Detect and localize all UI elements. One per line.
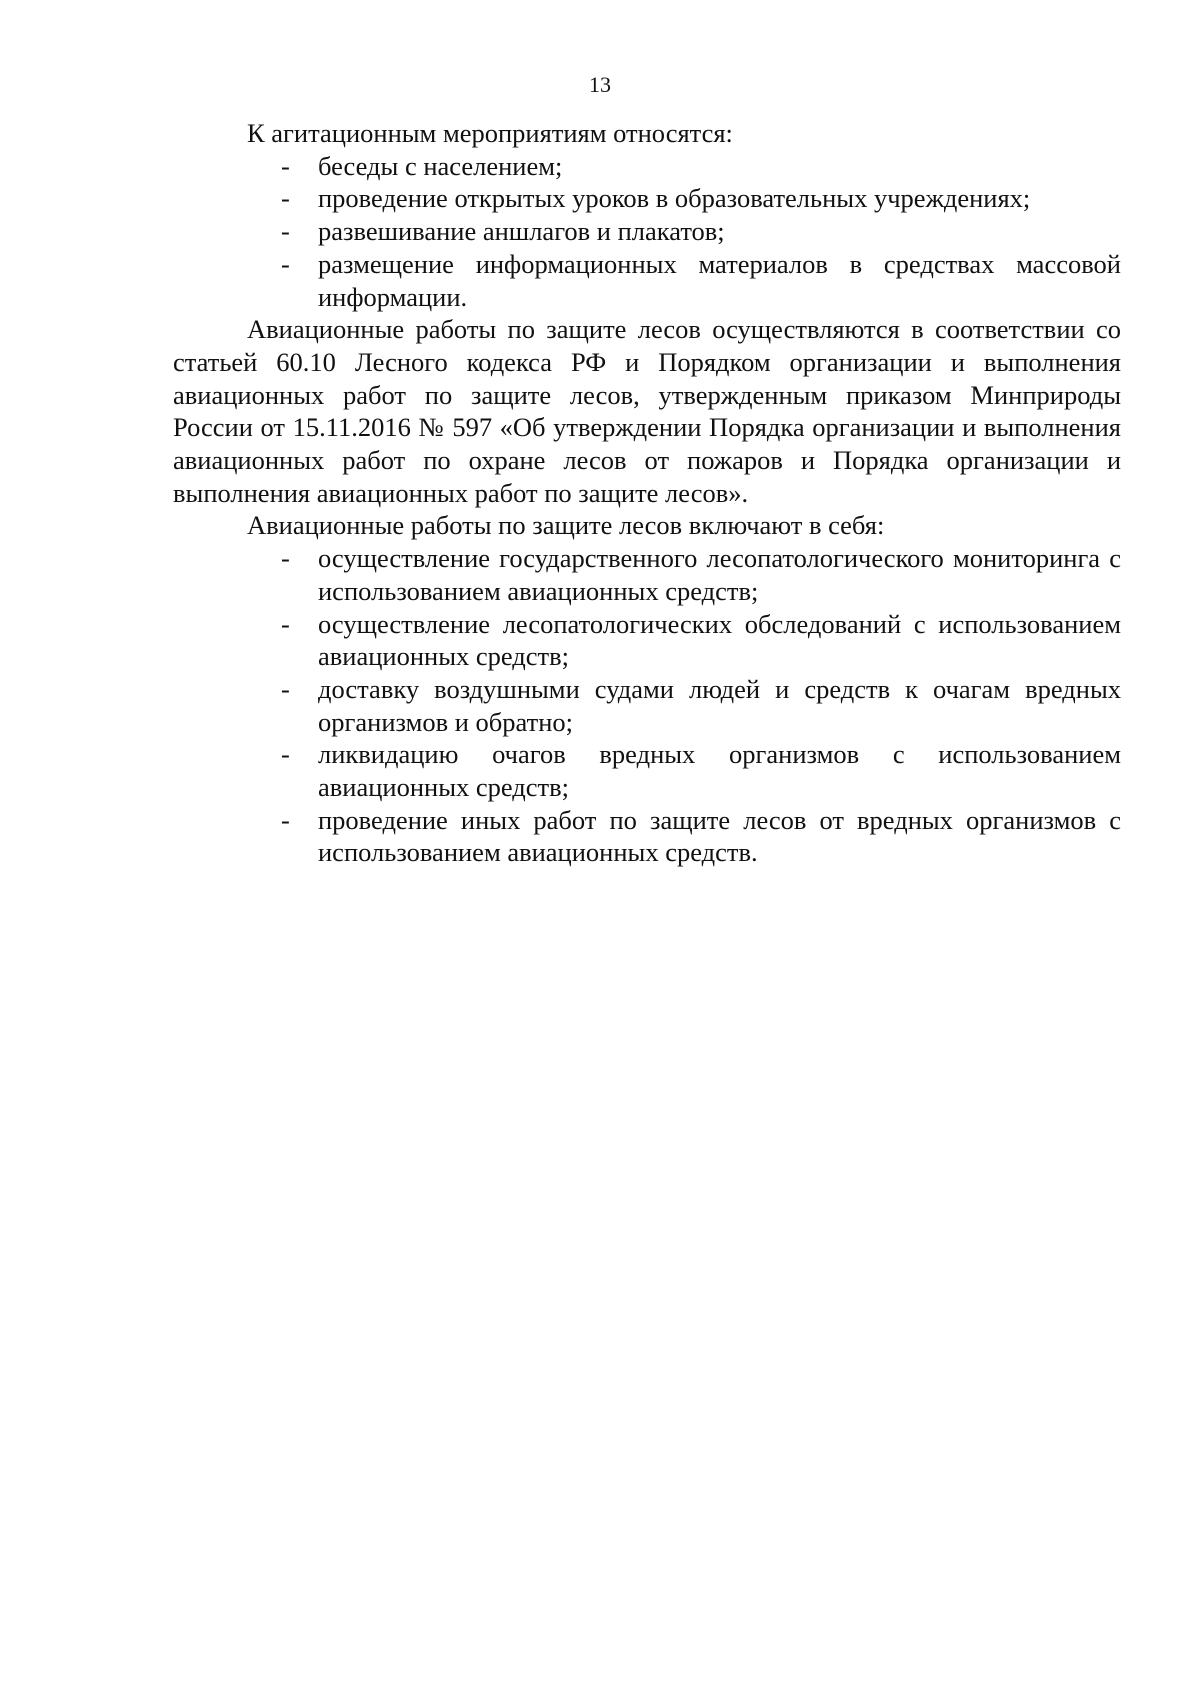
list-item xyxy=(173,608,1121,673)
list-item-text: ликвидацию очагов вредных организмов с использованием авиационных средств; xyxy=(318,739,1121,803)
document-body xyxy=(173,117,1121,869)
agitation-list xyxy=(173,150,1121,314)
aviation-works-list xyxy=(173,542,1121,869)
aviation-regulation-paragraph: Авиационные работы по защите лесов осуществляются в соответствии со статьей 60.10 Лесного кодекса РФ и Порядком организации и выполнения авиационных работ по защите лесов, утвержденным приказом Минприроды России от 15.11.2016 № 597 «Об утверждении Порядка организации и выполнения авиационных работ по охране лесов от пожаров и Порядка организации и выполнения авиационных работ по защите лесов». xyxy=(173,314,1121,508)
dash-bullet: - xyxy=(281,673,290,704)
list-item-text: проведение открытых уроков в образовательных учреждениях; xyxy=(318,183,1031,214)
list-item xyxy=(173,804,1121,869)
agitation-lead: К агитационным мероприятиям относятся: xyxy=(247,118,733,148)
list-item-text: доставку воздушными судами людей и средств к очагам вредных организмов и обратно; xyxy=(318,673,1121,737)
list-item-text: беседы с населением; xyxy=(318,150,563,181)
list-item-text: осуществление лесопатологических обследований с использованием авиационных средств; xyxy=(318,608,1121,672)
dash-bullet: - xyxy=(281,543,290,574)
dash-bullet: - xyxy=(281,804,290,835)
dash-bullet: - xyxy=(281,739,290,770)
dash-bullet: - xyxy=(281,608,290,639)
dash-bullet: - xyxy=(281,216,290,247)
list-item-text: развешивание аншлагов и плакатов; xyxy=(318,216,725,247)
list-item xyxy=(173,182,1121,215)
list-item xyxy=(173,673,1121,738)
list-item xyxy=(173,248,1121,313)
dash-bullet: - xyxy=(281,183,290,214)
list-item-text: проведение иных работ по защите лесов от вредных организмов с использованием авиационных средств. xyxy=(318,804,1121,868)
aviation-works-lead: Авиационные работы по защите лесов включают в себя: xyxy=(247,510,885,541)
dash-bullet: - xyxy=(281,150,290,181)
list-item xyxy=(173,542,1121,607)
list-item xyxy=(173,150,1121,183)
list-item-text: размещение информационных материалов в средствах массовой информации. xyxy=(318,248,1121,312)
list-item-text: осуществление государственного лесопатологического мониторинга с использованием авиационных средств; xyxy=(318,543,1121,606)
page-number: 13 xyxy=(589,72,611,97)
list-item xyxy=(173,215,1121,248)
list-item xyxy=(173,738,1121,803)
dash-bullet: - xyxy=(281,248,290,279)
